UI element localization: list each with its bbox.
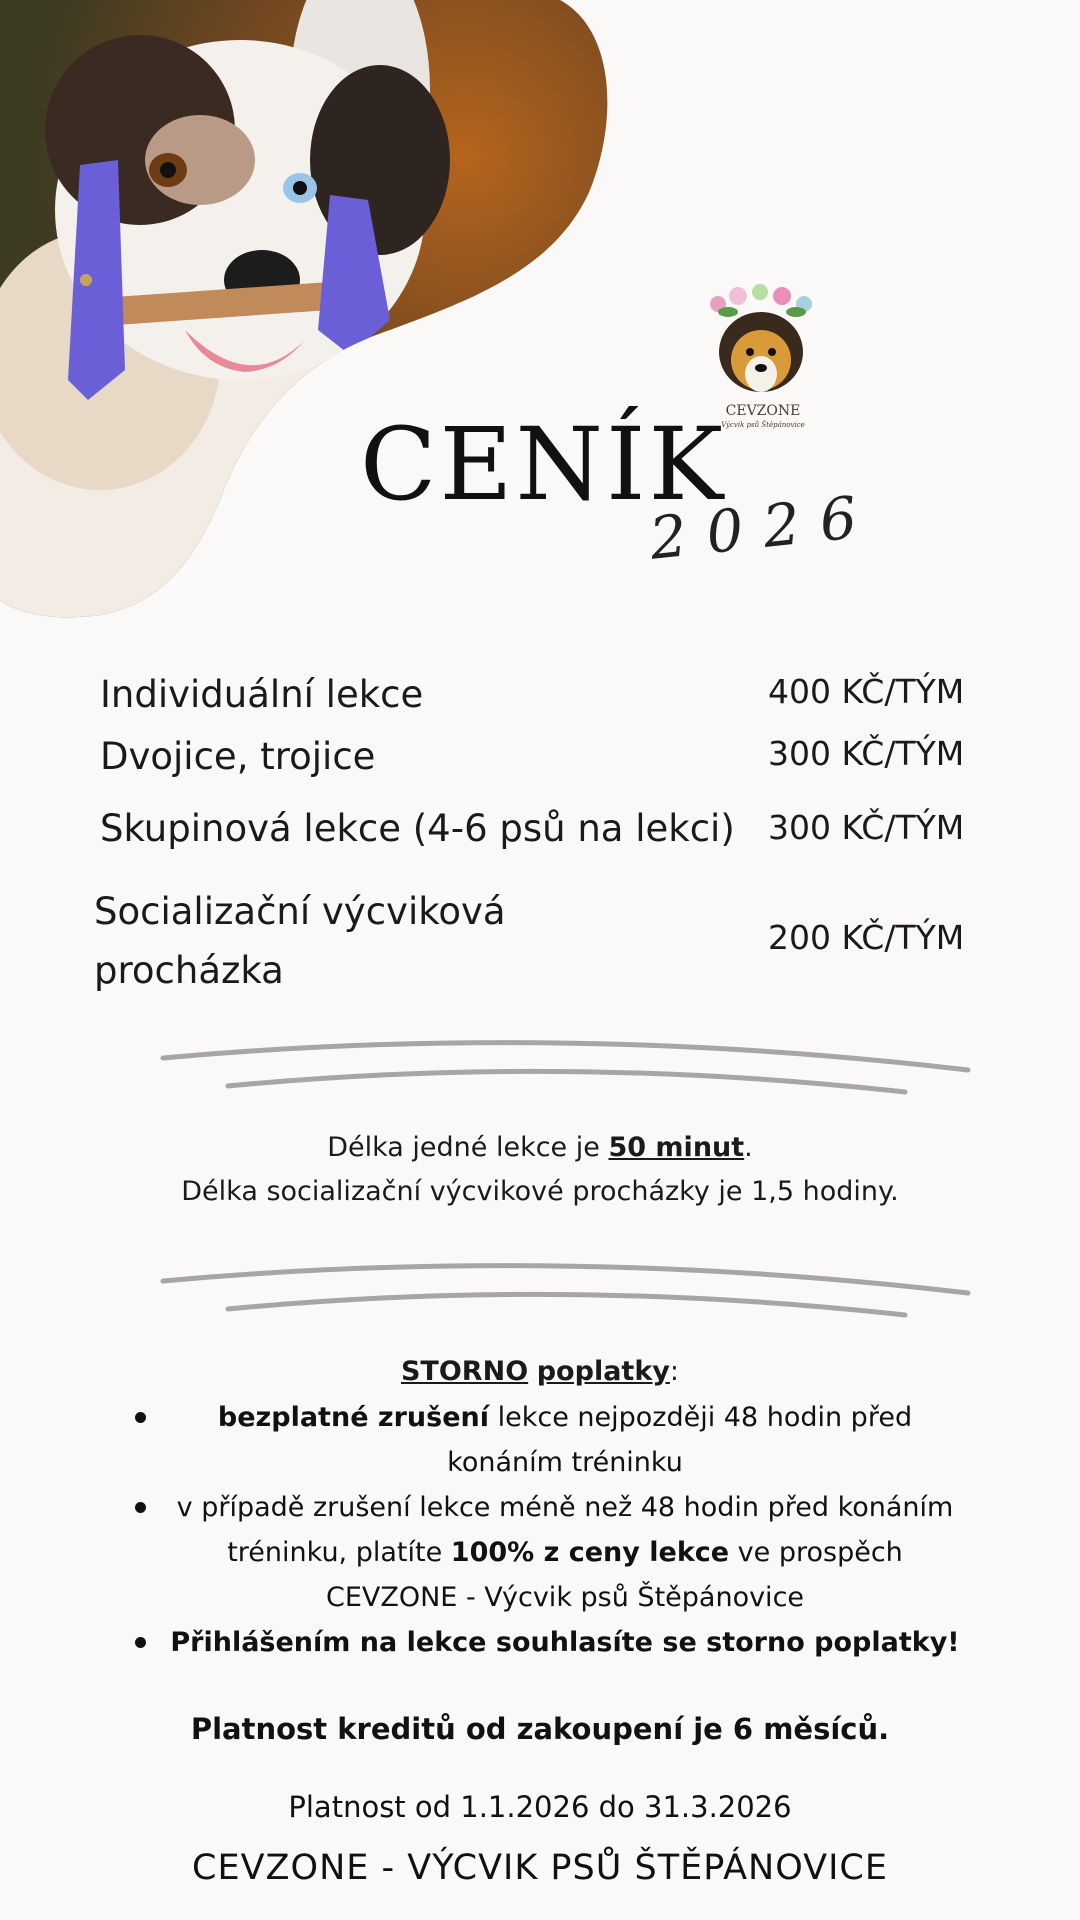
list-item: Přihlášením na lekce souhlasíte se storno poplatky! (130, 1620, 970, 1665)
credits-validity: Platnost kreditů od zakoupení je 6 měsíců. (190, 1712, 890, 1746)
price-item-value: 400 KČ/TÝM (768, 672, 965, 711)
price-item-name: Individuální lekce (100, 673, 424, 716)
year-label: 2026 (646, 481, 880, 573)
price-item-value: 300 KČ/TÝM (768, 808, 965, 847)
price-item-name: Skupinová lekce (4-6 psů na lekci) (100, 807, 735, 850)
duration-info (90, 1126, 990, 1214)
duration-line-1: Délka jedné lekce je 50 minut. (327, 1132, 753, 1163)
decorative-divider (0, 1030, 1080, 1100)
footer-brand: CEVZONE - VÝCVIK PSŮ ŠTĚPÁNOVICE (192, 1848, 888, 1888)
list-item: bezplatné zrušení lekce nejpozději 48 hodin před konáním tréninku (130, 1395, 970, 1485)
validity-period: Platnost od 1.1.2026 do 31.3.2026 (288, 1790, 792, 1824)
price-item-name: Dvojice, trojice (100, 735, 376, 778)
price-item-value: 300 KČ/TÝM (768, 734, 965, 773)
logo-text: CEVZONE (725, 403, 801, 419)
bullet-icon (135, 1637, 146, 1648)
price-item-value: 200 KČ/TÝM (768, 918, 965, 957)
dog-photo (0, 0, 620, 625)
duration-value: 50 minut (608, 1132, 745, 1163)
price-item-name: procházka (94, 949, 284, 992)
bullet-icon (135, 1502, 146, 1513)
bullet-icon (135, 1412, 146, 1423)
list-item: v případě zrušení lekce méně než 48 hodin před konáním tréninku, platíte 100% z ceny lekce ve prospěch CEVZONE - Výcvik psů Štěpánovice (130, 1485, 970, 1620)
logo-subtext: Výcvik psů Štěpánovice (721, 421, 805, 429)
price-item-name: Socializační výcviková (94, 890, 506, 933)
duration-line-2: Délka socializační výcvikové procházky je 1,5 hodiny. (181, 1176, 899, 1207)
decorative-divider (0, 1253, 1080, 1323)
storno-heading: STORNO poplatky: (400, 1356, 679, 1387)
page-title: CENÍK (360, 406, 727, 523)
storno-list (130, 1395, 970, 1665)
